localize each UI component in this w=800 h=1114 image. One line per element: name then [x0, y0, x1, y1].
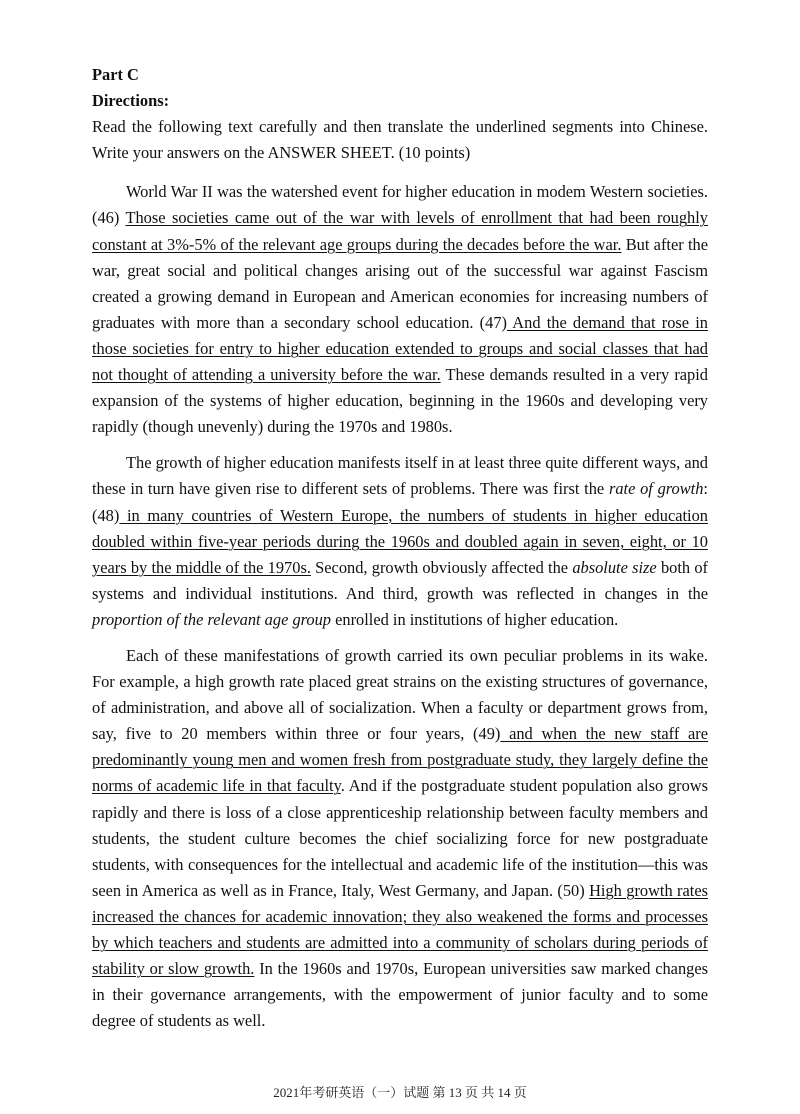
- underlined-segment-46: Those societies came out of the war with levels of enrollment that had been roughly constant at 3%-5% of the relevant age groups during the decades before the war.: [92, 208, 708, 254]
- p1-text-c: These demands resulted in a very rapid expansion of the systems of higher education, beginning in the 1960s and developing very rapidly (though unevenly) during the 1970s and 1980s.: [92, 365, 708, 437]
- p2-text-d: both of systems and individual institutions. And third, growth was reflected in changes in the: [92, 557, 708, 603]
- p2-text-b: : (48): [92, 479, 708, 525]
- p2-text-c: Second, growth obviously affected the: [310, 557, 573, 577]
- underlined-segment-49: and when the new staff are predominantly young men and women fresh from postgraduate study, they largely define the norms of academic life in that faculty: [92, 724, 709, 796]
- section-title: Part C: [92, 65, 139, 84]
- paragraph-1: [92, 179, 708, 440]
- paragraph-3: [92, 643, 708, 1034]
- p1-text-a: World War II was the watershed event for higher education in modem Western societies. (46): [92, 182, 708, 228]
- underlined-segment-48: in many countries of Western Europe, the numbers of students in higher education doubled within five-year periods during the 1960s and doubled again in seven, eight, or 10 years by the middle of the 1970s.: [92, 505, 708, 577]
- paragraph-2: [92, 450, 708, 633]
- document-page: [92, 62, 708, 1044]
- directions-label: Directions:: [92, 91, 170, 111]
- p3-text-a: Each of these manifestations of growth carried its own peculiar problems in its wake. For example, a high growth rate placed great strains on the existing structures of governance, of administration, and above all of socialization. When a faculty or department grows from, say, five to 20 members within three or four years, (49): [92, 645, 708, 744]
- page-footer: 2021年考研英语（一）试题 第 13 页 共 14 页: [273, 1085, 527, 1100]
- underlined-segment-47: And the demand that rose in those societies for entry to higher education extended to groups and social classes that had not thought of attending a university before the war.: [92, 312, 709, 385]
- italic-rate-of-growth: rate of growth: [608, 479, 704, 499]
- p3-text-b: . And if the postgraduate student population also grows rapidly and there is loss of a close apprenticeship relationship between faculty members and students, the student culture becomes the chief socializing force for new postgraduate students, with consequences for the intellectual and academic life of the institution—this was seen in America as well as in France, Italy, West Germany, and Japan. (50): [92, 776, 709, 900]
- directions-text: Read the following text carefully and then translate the underlined segments into Chinese. Write your answers on the ANSWER SHEET. (10 points): [92, 117, 708, 163]
- p2-text-e: enrolled in institutions of higher education.: [331, 609, 619, 629]
- p1-text-b: But after the war, great social and political changes arising out of the successful war against Fascism created a growing demand in European and American economies for increasing numbers of graduates with more than a secondary school education. (47): [92, 234, 708, 332]
- italic-proportion: proportion of the relevant age group: [92, 609, 331, 629]
- p3-text-c: In the 1960s and 1970s, European universities saw marked changes in their governance arrangements, with the empowerment of junior faculty and to some degree of students as well.: [92, 959, 708, 1031]
- underlined-segment-50: High growth rates increased the chances for academic innovation; they also weakened the forms and processes by which teachers and students are admitted into a community of scholars during periods of stability or slow growth.: [92, 880, 708, 979]
- italic-absolute-size: absolute size: [572, 557, 657, 577]
- p2-text-a: The growth of higher education manifests itself in at least three quite different ways, and these in turn have given rise to different sets of problems. There was first the: [92, 453, 708, 499]
